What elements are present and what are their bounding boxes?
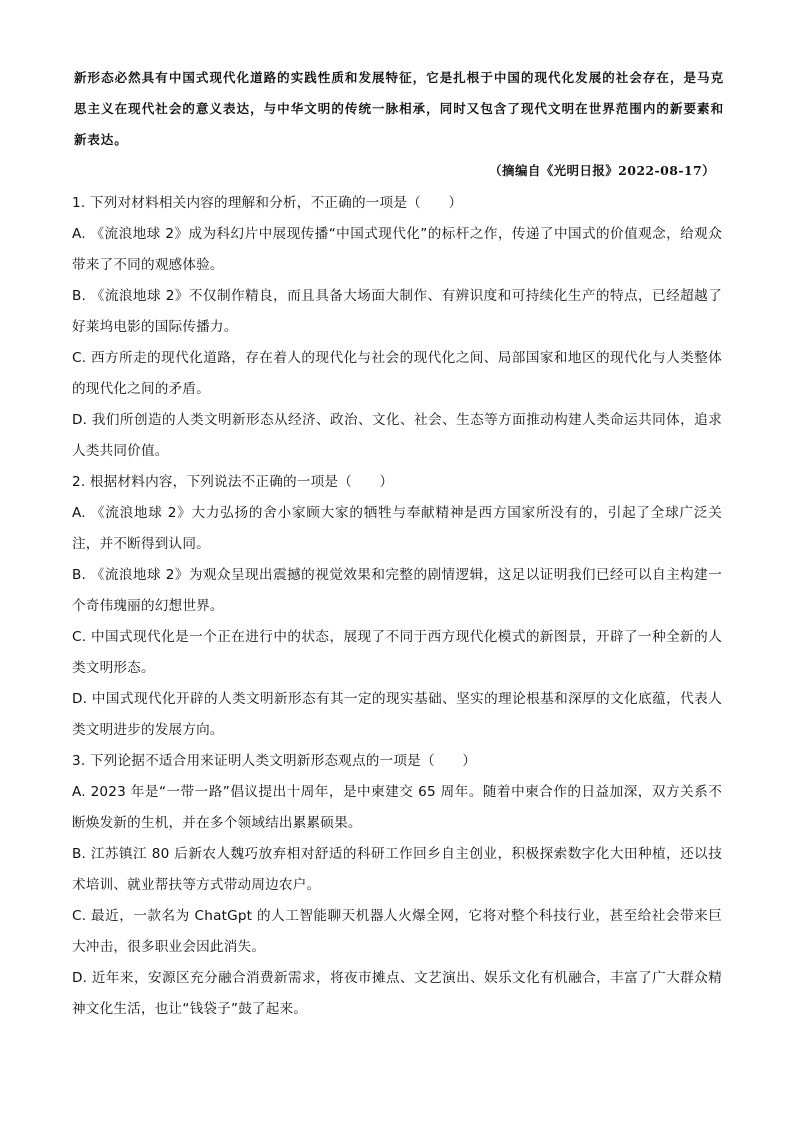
option-a: A. 《流浪地球 2》大力弘扬的舍小家顾大家的牺牲与奉献精神是西方国家所没有的，引起了全球广泛关注，并不断得到认同。	[72, 505, 722, 552]
option-c: C. 中国式现代化是一个正在进行中的状态，展现了不同于西方现代化模式的新图景，开辟了一种全新的人类文明形态。	[72, 629, 722, 676]
passage-text: 新形态必然具有中国式现代化道路的实践性质和发展特征，它是扎根于中国的现代化发展的社会存在，是马克思主义在现代社会的意义表达，与中华文明的传统一脉相承，同时又包含了现代文明在世界范围内的新要素和新表达。	[74, 70, 724, 147]
option-b: B. 《流浪地球 2》不仅制作精良，而且具备大场面大制作、有辨识度和可持续化生产的特点，已经超越了好莱坞电影的国际传播力。	[72, 288, 722, 335]
question-stem: 1. 下列对材料相关内容的理解和分析，不正确的一项是（ ）	[72, 195, 463, 211]
option-d: D. 中国式现代化开辟的人类文明新形态有其一定的现实基础、坚实的理论根基和深厚的文化底蕴，代表人类文明进步的发展方向。	[72, 691, 722, 738]
option-a: A. 2023 年是“一带一路”倡议提出十周年，是中柬建交 65 周年。随着中柬合作的日益加深，双方关系不断焕发新的生机，并在多个领域结出累累硕果。	[72, 784, 722, 831]
question-3	[72, 746, 722, 1025]
option-d: D. 近年来，安源区充分融合消费新需求，将夜市摊点、文艺演出、娱乐文化有机融合，丰富了广大群众精神文化生活，也让“钱袋子”鼓了起来。	[72, 970, 722, 1017]
option-b: B. 江苏镇江 80 后新农人魏巧放弃相对舒适的科研工作回乡自主创业，积极探索数字化大田种植，还以技术培训、就业帮扶等方式带动周边农户。	[72, 846, 722, 893]
question-stem: 2. 根据材料内容，下列说法不正确的一项是（ ）	[72, 474, 394, 490]
question-1	[72, 188, 722, 467]
option-a: A. 《流浪地球 2》成为科幻片中展现传播“中国式现代化”的标杆之作，传递了中国式的价值观念，给观众带来了不同的观感体验。	[72, 226, 722, 273]
option-c: C. 最近，一款名为 ChatGpt 的人工智能聊天机器人火爆全网，它将对整个科技行业，甚至给社会带来巨大冲击，很多职业会因此消失。	[72, 908, 722, 955]
option-c: C. 西方所走的现代化道路，存在着人的现代化与社会的现代化之间、局部国家和地区的现代化与人类整体的现代化之间的矛盾。	[72, 350, 722, 397]
option-d: D. 我们所创造的人类文明新形态从经济、政治、文化、社会、生态等方面推动构建人类命运共同体，追求人类共同价值。	[72, 412, 722, 459]
question-2	[72, 467, 722, 746]
question-list	[72, 188, 722, 1025]
option-b: B. 《流浪地球 2》为观众呈现出震撼的视觉效果和完整的剧情逻辑，这足以证明我们已经可以自主构建一个奇伟瑰丽的幻想世界。	[72, 567, 722, 614]
question-stem: 3. 下列论据不适合用来证明人类文明新形态观点的一项是（ ）	[72, 753, 477, 769]
passage-source: （摘编自《光明日报》2022-08-17）	[489, 163, 715, 178]
